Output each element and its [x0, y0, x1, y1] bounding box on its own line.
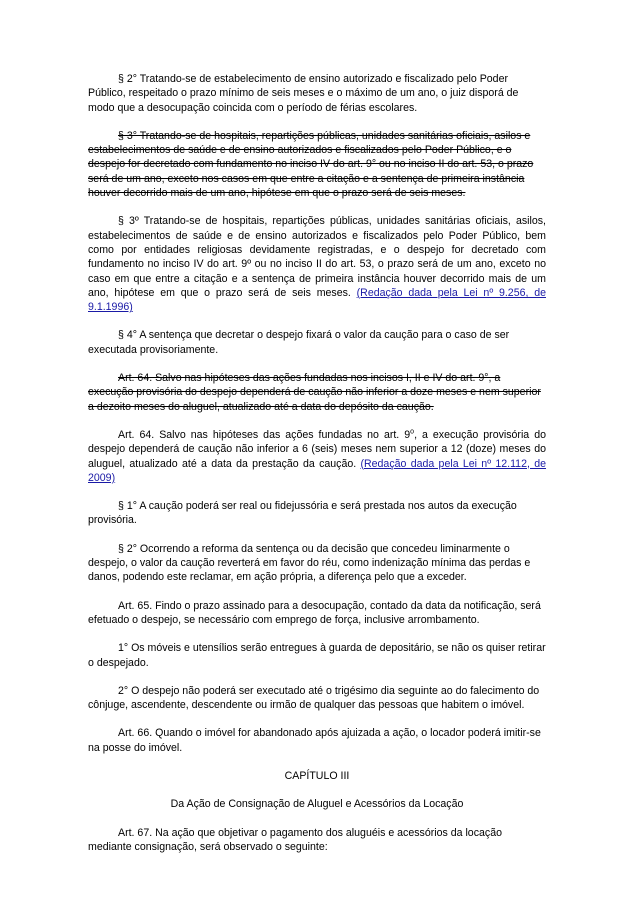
amendment-link-lei-9256[interactable]: (Redação dada pela Lei nº 9.256, de 9.1.1996)	[88, 286, 546, 314]
paragraph-art65-item2: 2° O despejo não poderá ser executado até o trigésimo dia seguinte ao do falecimento do cônjuge, ascendente, descendente ou irmão de qualquer das pessoas que habitem o imóvel.	[88, 684, 540, 712]
paragraph-text-end: , a execução provisória do despejo dependerá de caução não inferior a 6 (seis) meses nem superior a 12 (doze) meses do aluguel, atualizado até a data da prestação da caução.	[88, 428, 546, 470]
paragraph-art64-par1: § 1° A caução poderá ser real ou fidejussória e será prestada nos autos da execução provisória.	[88, 500, 517, 527]
paragraph-art67: Art. 67. Na ação que objetivar o pagamento dos aluguéis e acessórios da locação mediante consignação, será observado o seguinte:	[88, 826, 502, 853]
paragraph-text-start: Art. 64. Salvo nas hipóteses das ações fundadas no art. 9	[118, 428, 411, 441]
revoked-paragraph-art63-par3: § 3° Tratando-se de hospitais, repartições públicas, unidades sanitárias oficiais, asilos e estabelecimentos de saúde e de ensino autorizados e fiscalizados pelo Poder Público, e o despejo for decretado com fundamento no inciso IV do art. 9° ou no inciso II do art. 53, o prazo será de um ano, exceto nos casos em que entre a citação e a sentença de primeira instância houver decorrido mais de um ano, hipótese em que o prazo será de seis meses.	[88, 129, 534, 200]
paragraph-art64-par2: § 2° Ocorrendo a reforma da sentença ou da decisão que concedeu liminarmente o despejo, o valor da caução reverterá em favor do réu, como indenização mínima das perdas e danos, podendo este reclamar, em ação própria, a diferença pelo que a exceder.	[88, 542, 531, 584]
paragraph-art64	[88, 428, 546, 485]
amendment-link-lei-12112[interactable]: (Redação dada pela Lei nº 12.112, de 2009)	[88, 457, 546, 484]
revoked-paragraph-art64: Art. 64. Salvo nas hipóteses das ações fundadas nos incisos I, II e IV do art. 9°, a execução provisória do despejo dependerá de caução não inferior a doze meses e nem superior a dezoito meses do aluguel, atualizado até a data do depósito da caução.	[88, 372, 541, 413]
paragraph-art65: Art. 65. Findo o prazo assinado para a desocupação, contado da data da notificação, será efetuado o despejo, se necessário com emprego de força, inclusive arrombamento.	[88, 599, 541, 626]
paragraph-art63-par2: § 2° Tratando-se de estabelecimento de ensino autorizado e fiscalizado pelo Poder Público, respeitado o prazo mínimo de seis meses e o máximo de um ano, o juiz disporá de modo que a desocupação coincida com o período de férias escolares.	[88, 73, 519, 114]
law-text-body	[88, 72, 546, 868]
paragraph-text: § 3º Tratando-se de hospitais, repartições públicas, unidades sanitárias oficiais, asilos, estabelecimentos de saúde e de ensino autorizados e fiscalizados pelo Poder Público, bem como por entidades religiosas devidamente registradas, e o despejo for decretado com fundamento no inciso IV do art. 9º ou no inciso II do art. 53, o prazo será de um ano, exceto no caso em que entre a citação e a sentença de primeira instância houver decorrido mais de um ano, hipótese em que o prazo será de seis meses.	[88, 215, 546, 299]
paragraph-art65-item1: 1° Os móveis e utensílios serão entregues à guarda de depositário, se não os quiser retirar o despejado.	[88, 642, 546, 669]
paragraph-art63-par4: § 4° A sentença que decretar o despejo fixará o valor da caução para o caso de ser executada provisoriamente.	[88, 329, 510, 356]
ordinal-superscript: o	[410, 428, 415, 436]
chapter-heading: CAPÍTULO III	[284, 769, 350, 782]
paragraph-art63-par3	[88, 214, 546, 314]
section-heading: Da Ação de Consignação de Aluguel e Acessórios da Locação	[170, 798, 464, 811]
paragraph-art66: Art. 66. Quando o imóvel for abandonado após ajuizada a ação, o locador poderá imitir-se na posse do imóvel.	[88, 727, 541, 754]
